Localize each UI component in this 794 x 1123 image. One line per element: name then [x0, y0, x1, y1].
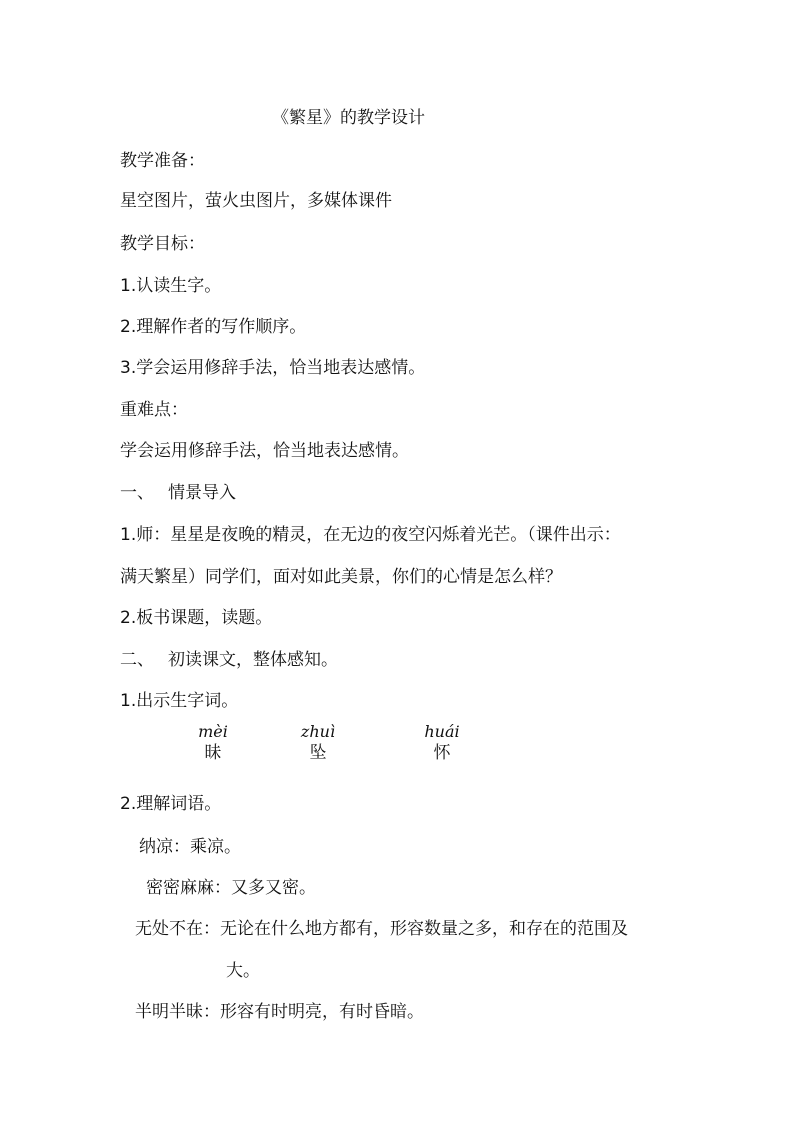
pinyin-label: mèi — [198, 722, 228, 741]
term-banmingbanmei: 半明半昧：形容有时明亮，有时昏暗。 — [135, 1002, 424, 1022]
term-wuchubuzai-continued: 大。 — [226, 961, 260, 981]
document-title: 《繁星》的教学设计 — [272, 108, 425, 128]
section-1-number: 一、 — [120, 483, 154, 503]
hanzi-label: 怀 — [433, 743, 451, 763]
term-nailiang: 纳凉：乘凉。 — [139, 837, 241, 857]
char-group-huai — [402, 722, 482, 764]
section-2-item-1: 1.出示生字词。 — [120, 691, 239, 711]
section-1-item-1-line-1: 1.师：星星是夜晚的精灵，在无边的夜空闪烁着光芒。（课件出示： — [120, 525, 621, 545]
pinyin-character-row — [0, 722, 794, 770]
section-1-item-1-line-2: 满天繁星）同学们，面对如此美景，你们的心情是怎么样？ — [120, 567, 562, 587]
term-wuchubuzai: 无处不在：无论在什么地方都有，形容数量之多，和存在的范围及 — [135, 919, 628, 939]
section-1-heading — [120, 482, 236, 504]
key-text: 学会运用修辞手法，恰当地表达感情。 — [120, 441, 409, 461]
goal-1: 1.认读生字。 — [120, 276, 222, 296]
prep-label: 教学准备： — [120, 151, 205, 171]
goals-label: 教学目标： — [120, 234, 205, 254]
hanzi-label: 坠 — [309, 743, 327, 763]
key-label: 重难点： — [120, 400, 188, 420]
pinyin-label: huái — [424, 722, 460, 741]
section-2-heading — [120, 649, 338, 671]
pinyin-label: zhuì — [300, 722, 336, 741]
section-2-title: 初读课文，整体感知。 — [168, 650, 338, 670]
section-1-title: 情景导入 — [168, 483, 236, 503]
goal-2: 2.理解作者的写作顺序。 — [120, 317, 307, 337]
term-mimimama: 密密麻麻：又多又密。 — [146, 878, 316, 898]
char-group-zhui — [278, 722, 358, 764]
hanzi-label: 昧 — [204, 743, 222, 763]
section-2-item-2: 2.理解词语。 — [120, 794, 222, 814]
char-group-mei — [173, 722, 253, 764]
section-1-item-2: 2.板书课题，读题。 — [120, 608, 273, 628]
goal-3: 3.学会运用修辞手法，恰当地表达感情。 — [120, 358, 426, 378]
prep-items: 星空图片，萤火虫图片，多媒体课件 — [120, 191, 392, 211]
section-2-number: 二、 — [120, 650, 154, 670]
